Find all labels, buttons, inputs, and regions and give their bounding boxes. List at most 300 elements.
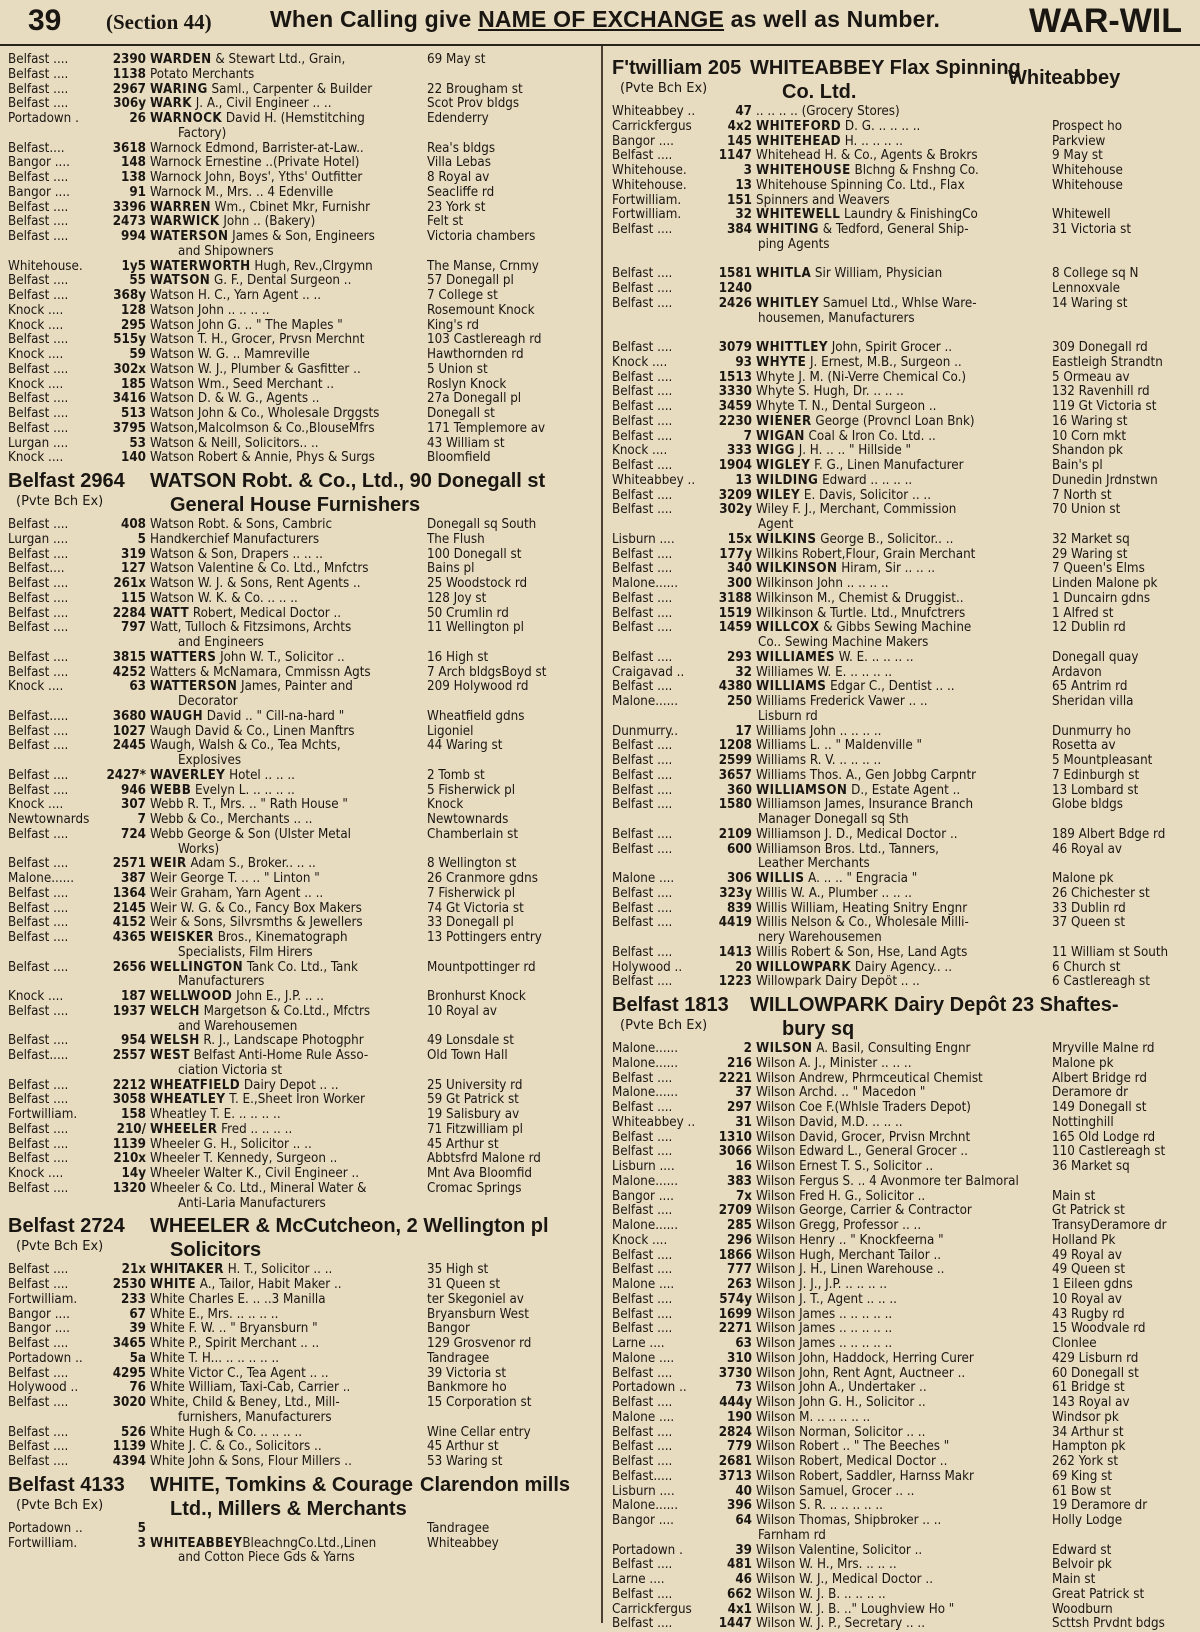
subscriber-details: Wilson George, Carrier & Contractor <box>756 1204 972 1219</box>
address: Gt Patrick st <box>1052 1204 1125 1219</box>
exchange-name: Lisburn .... <box>612 532 675 547</box>
listing-row <box>8 961 596 976</box>
exchange-name: Belfast .... <box>8 289 69 303</box>
phone-number: 4295 <box>112 1366 146 1381</box>
address: 16 Waring st <box>1052 414 1128 429</box>
subscriber-name <box>754 341 1052 356</box>
exchange-name: Belfast .... <box>8 901 69 916</box>
listing-row <box>612 385 1192 400</box>
exchange-name: Belfast .... <box>8 1425 69 1440</box>
subscriber-details: Williamson James, Insurance Branch <box>756 798 974 813</box>
exchange-name: Belfast .... <box>612 591 673 606</box>
phone-number: 3330 <box>718 385 752 400</box>
phone-number: 31 <box>735 1115 752 1130</box>
listing-row <box>8 171 596 186</box>
address: 37 Queen st <box>1052 916 1126 931</box>
boxed-name: WHITEABBEY Flax Spinning <box>750 57 1021 79</box>
subscriber-name <box>754 902 1052 917</box>
address: Knock <box>427 798 464 813</box>
phone-number: 5a <box>129 1351 146 1366</box>
subscriber-details: Wilson W. H., Mrs. .. .. .. <box>756 1558 897 1573</box>
subscriber-name <box>148 97 427 112</box>
address: Donegall quay <box>1052 650 1139 665</box>
subscriber-details: Weir W. G. & Co., Fancy Box Makers <box>150 901 362 916</box>
subscriber-details: Wilson Robert, Medical Doctor .. <box>756 1455 948 1469</box>
subscriber-name <box>148 215 427 230</box>
address: 13 Pottingers entry <box>427 931 542 945</box>
phone-number: 4419 <box>718 916 752 931</box>
entry-continuation: Manager Donegall sq Sth <box>758 812 909 827</box>
address: Felt st <box>427 215 464 230</box>
exchange-name: Belfast .... <box>612 1455 673 1469</box>
phone-number: 4152 <box>112 916 146 931</box>
address: Villa Lebas <box>427 156 491 171</box>
exchange-name: Malone...... <box>612 1499 679 1514</box>
address: 5 Mountpleasant <box>1052 754 1153 768</box>
subscriber-name <box>754 577 1052 592</box>
phone-number: 2473 <box>112 215 146 230</box>
address: 1 Duncairn gdns <box>1052 591 1151 606</box>
listing-row <box>8 887 596 902</box>
listing-row <box>8 201 596 216</box>
phone-number: 1223 <box>718 975 752 990</box>
address: 165 Old Lodge rd <box>1052 1130 1156 1145</box>
subscriber-name <box>754 1204 1052 1219</box>
listing-row <box>612 1086 1192 1101</box>
exchange-name: Belfast .... <box>612 1440 673 1455</box>
subscriber-name <box>148 201 427 216</box>
address: 33 Dublin rd <box>1052 901 1126 916</box>
listing-row <box>8 1138 596 1153</box>
exchange-name: Belfast .... <box>612 562 673 577</box>
exchange-name: Belfast.... <box>8 562 65 577</box>
exchange-name: Belfast.... <box>8 141 65 156</box>
phone-number: 4252 <box>112 665 146 680</box>
subscriber-details: David .. " Cill-na-hard " <box>203 709 345 724</box>
subscriber-surname: WILLIAMSON <box>756 783 848 798</box>
exchange-name: Belfast .... <box>612 296 673 311</box>
address: Dunmurry ho <box>1052 724 1131 739</box>
subscriber-name <box>754 120 1052 135</box>
subscriber-surname: WARNOCK <box>150 112 223 126</box>
subscriber-details: Wheeler G. H., Solicitor .. .. <box>150 1137 312 1152</box>
phone-number: 3730 <box>718 1366 752 1381</box>
subscriber-name <box>754 651 1052 666</box>
subscriber-name <box>148 651 427 666</box>
subscriber-name <box>148 1278 427 1293</box>
phone-number: 14y <box>121 1167 146 1181</box>
listing-row <box>8 186 596 201</box>
listing-row <box>8 112 596 127</box>
exchange-name: Knock .... <box>8 303 64 318</box>
boxed-exchange: Belfast 1813 <box>612 994 729 1016</box>
right-column <box>612 53 1192 1632</box>
address: 71 Fitzwilliam pl <box>427 1122 524 1137</box>
address: Eastleigh Strandtn <box>1052 355 1163 370</box>
subscriber-name <box>148 1322 427 1337</box>
phone-number: 2824 <box>718 1425 752 1440</box>
phone-number: 59 <box>129 348 146 362</box>
subscriber-name <box>754 784 1052 799</box>
subscriber-details: Williams John .. .. .. .. <box>756 724 882 739</box>
subscriber-details: Samuel Ltd., Whlse Ware- <box>819 296 977 311</box>
listing-row <box>8 1426 596 1441</box>
subscriber-surname: WELLINGTON <box>150 960 244 975</box>
subscriber-name <box>754 975 1052 990</box>
phone-number: 20 <box>735 960 752 975</box>
subscriber-name <box>754 946 1052 961</box>
listing-row <box>612 1367 1192 1382</box>
address: 49 Royal av <box>1052 1248 1122 1263</box>
listing-row <box>8 230 596 245</box>
phone-number: 333 <box>727 444 752 459</box>
subscriber-details: Coal & Iron Co. Ltd. .. <box>804 429 936 444</box>
exchange-name: Belfast .... <box>8 768 69 783</box>
phone-number: 2445 <box>112 739 146 754</box>
subscriber-name <box>754 1499 1052 1514</box>
listing-row <box>8 680 596 695</box>
listing-row <box>612 592 1192 607</box>
address: 45 Arthur st <box>427 1440 499 1455</box>
listing-row <box>612 1131 1192 1146</box>
page-number: 39 <box>28 4 62 37</box>
exchange-name: Belfast .... <box>612 1425 673 1440</box>
subscriber-name <box>754 1588 1052 1603</box>
listing-row <box>8 215 596 230</box>
listing-row <box>8 1293 596 1308</box>
address: 1 Eileen gdns <box>1052 1278 1133 1292</box>
subscriber-details: Wilson John A., Undertaker .. <box>756 1381 927 1396</box>
subscriber-surname: WILLIS <box>756 872 805 886</box>
address: Parkview <box>1052 134 1106 149</box>
subscriber-details: Wilson W. J. B. .. .. .. .. <box>756 1587 886 1602</box>
address: 1 Alfred st <box>1052 606 1114 621</box>
phone-number: 513 <box>121 407 146 421</box>
subscriber-details: Handkerchief Manufacturers <box>150 532 320 547</box>
exchange-name: Belfast .... <box>8 1152 69 1167</box>
phone-number: 3815 <box>112 650 146 665</box>
phone-number: 1139 <box>112 1137 146 1152</box>
phone-number: 216 <box>727 1056 752 1071</box>
phone-number: 145 <box>727 134 752 149</box>
subscriber-surname: WELSH <box>150 1034 200 1049</box>
address: 49 Queen st <box>1052 1263 1126 1278</box>
address: Holly Lodge <box>1052 1514 1123 1528</box>
exchange-name: Belfast .... <box>612 916 673 931</box>
subscriber-details: James, Painter and <box>237 680 353 695</box>
subscriber-name <box>754 1617 1052 1632</box>
listing-row <box>612 1381 1192 1396</box>
exchange-name: Belfast .... <box>8 1278 69 1292</box>
exchange-name: Belfast .... <box>8 783 69 798</box>
phone-number: 127 <box>121 562 146 577</box>
column-divider <box>601 46 603 1623</box>
exchange-name: Belfast .... <box>612 783 673 798</box>
listing-row <box>8 725 596 740</box>
subscriber-details: Webb George & Son (Ulster Metal <box>150 827 351 842</box>
subscriber-details: Wilson Coe F.(Whlsle Traders Depot) <box>756 1101 971 1115</box>
listing-row <box>8 902 596 917</box>
listing-row <box>612 1072 1192 1087</box>
exchange-name: Belfast .... <box>612 223 673 237</box>
listing-row <box>8 1455 596 1470</box>
address: Hampton pk <box>1052 1440 1126 1455</box>
address: 31 Queen st <box>427 1278 501 1292</box>
subscriber-details: White, Child & Beney, Ltd., Mill- <box>150 1396 340 1410</box>
subscriber-name <box>754 1116 1052 1131</box>
subscriber-details: Wilson Valentine, Solicitor .. <box>756 1543 923 1558</box>
subscriber-name <box>754 1367 1052 1382</box>
exchange-name: Lurgan .... <box>8 436 69 451</box>
phone-number: 1447 <box>718 1617 752 1632</box>
subscriber-name <box>754 223 1052 238</box>
listing-row <box>8 1537 596 1552</box>
subscriber-details: Wilson W. J. B. .." Loughview Ho " <box>756 1602 955 1617</box>
subscriber-details: Wilson Fred H. G., Solicitor .. <box>756 1189 926 1204</box>
phone-number: 140 <box>121 451 146 466</box>
boxed-name: WHEELER & McCutcheon, 2 Wellington pl <box>150 1215 549 1238</box>
listing-row <box>8 142 596 157</box>
boxed-description: Co. Ltd. <box>782 81 857 103</box>
address: 8 Wellington st <box>427 857 517 872</box>
address: 49 Lonsdale st <box>427 1034 514 1049</box>
address: 7 North st <box>1052 488 1112 503</box>
listing-row <box>612 1470 1192 1485</box>
entry-continuation: Co.. Sewing Machine Makers <box>758 635 929 650</box>
exchange-name: Malone...... <box>612 1086 679 1101</box>
exchange-name: Belfast .... <box>8 650 69 665</box>
section-label: (Section 44) <box>106 10 212 34</box>
subscriber-name <box>148 186 427 201</box>
phone-number: 3396 <box>112 200 146 215</box>
boxed-entry <box>612 994 1192 1038</box>
subscriber-name <box>754 1190 1052 1205</box>
exchange-name: Lurgan .... <box>8 532 69 547</box>
subscriber-details: Wilkinson M., Chemist & Druggist.. <box>756 591 964 606</box>
exchange-name: Belfast .... <box>8 547 69 562</box>
exchange-name: Belfast .... <box>612 385 673 400</box>
exchange-name: Belfast .... <box>612 429 673 444</box>
subscriber-surname: WHITLA <box>756 267 812 282</box>
listing-row <box>612 1499 1192 1514</box>
phone-number: 37 <box>735 1086 752 1101</box>
exchange-name: Belfast .... <box>8 827 69 842</box>
exchange-name: Holywood .. <box>612 960 683 975</box>
exchange-name: Belfast .... <box>8 274 69 289</box>
address: 59 Gt Patrick st <box>427 1093 519 1108</box>
subscriber-name <box>754 1175 1052 1190</box>
listing-row <box>8 1308 596 1323</box>
subscriber-details: Wilson John, Rent Agnt, Auctneer .. <box>756 1366 966 1381</box>
address: 132 Ravenhill rd <box>1052 385 1150 400</box>
phone-number: 444y <box>719 1396 752 1410</box>
phone-number: 285 <box>727 1219 752 1233</box>
listing-row <box>8 1522 596 1537</box>
listing-row <box>8 533 596 548</box>
address: 57 Donegall pl <box>427 274 514 289</box>
exchange-name: Fortwilliam. <box>612 208 682 223</box>
address: 12 Dublin rd <box>1052 621 1126 636</box>
entry-continuation: Works) <box>178 841 220 857</box>
subscriber-name <box>754 356 1052 371</box>
subscriber-name <box>148 68 427 83</box>
exchange-name: Belfast .... <box>8 960 69 975</box>
subscriber-name <box>754 843 1052 858</box>
subscriber-name <box>754 1440 1052 1455</box>
subscriber-name <box>148 1352 427 1367</box>
listing-row <box>8 289 596 304</box>
exchange-name: Belfast .... <box>8 916 69 931</box>
subscriber-details: Williames W. E. .. .. .. .. <box>756 665 893 680</box>
subscriber-surname: WIENER <box>756 414 812 429</box>
subscriber-name <box>148 1167 427 1182</box>
listing-row <box>612 371 1192 386</box>
subscriber-name <box>754 680 1052 695</box>
phone-number: 2145 <box>112 901 146 916</box>
address <box>427 68 596 83</box>
address: 69 King st <box>1052 1469 1113 1484</box>
listing-row <box>612 1278 1192 1293</box>
listing-row <box>8 872 596 887</box>
subscriber-details: White P., Spirit Merchant .. .. <box>150 1337 320 1351</box>
listing-row <box>8 1005 596 1020</box>
subscriber-name <box>148 1308 427 1323</box>
listing-row <box>612 739 1192 754</box>
subscriber-name <box>148 577 427 592</box>
phone-number: 190 <box>727 1410 752 1425</box>
boxed-entry <box>8 1215 596 1262</box>
exchange-name: Belfast .... <box>612 282 673 296</box>
address: Tandragee <box>427 1351 490 1366</box>
subscriber-details: Watson John & Co., Wholesale Drggsts <box>150 407 380 421</box>
address: Hawthornden rd <box>427 348 524 362</box>
subscriber-name <box>148 1337 427 1352</box>
entry-continuation: nery Warehousemen <box>758 930 882 945</box>
subscriber-name <box>148 1293 427 1308</box>
phone-number: 76 <box>129 1381 146 1396</box>
exchange-name: Belfast .... <box>8 1440 69 1455</box>
subscriber-details: John .. (Bakery) <box>219 215 316 230</box>
exchange-name: Knock .... <box>8 451 64 466</box>
phone-number: 138 <box>121 171 146 185</box>
phone-number: 7 <box>743 429 752 444</box>
address: 143 Royal av <box>1052 1396 1130 1410</box>
phone-number: 662 <box>727 1587 752 1602</box>
listing-row <box>612 1160 1192 1175</box>
subscriber-surname: WILLOWPARK <box>756 960 852 975</box>
listing-row <box>8 621 596 636</box>
subscriber-surname: WAVERLEY <box>150 768 226 783</box>
listing-row <box>612 872 1192 887</box>
address: Roslyn Knock <box>427 377 507 392</box>
address: 35 High st <box>427 1263 489 1278</box>
subscriber-name <box>754 164 1052 179</box>
phone-number: 1937 <box>112 1004 146 1019</box>
subscriber-name <box>148 1123 427 1138</box>
subscriber-details: Whyte S. Hugh, Dr. .. .. .. <box>756 385 904 400</box>
subscriber-details: Tank Co. Ltd., Tank <box>243 960 358 975</box>
listing-row <box>612 149 1192 164</box>
phone-number: 797 <box>121 621 146 636</box>
entry-continuation: ping Agents <box>758 236 830 252</box>
subscriber-surname: WHITEHEAD <box>756 134 841 149</box>
phone-number: 93 <box>735 355 752 370</box>
subscriber-details: Webb R. T., Mrs. .. " Rath House " <box>150 798 348 813</box>
exchange-name: Larne .... <box>612 1337 665 1351</box>
exchange-name: Fortwilliam. <box>8 1108 78 1122</box>
address: Dunedin Jrdnstwn <box>1052 473 1158 488</box>
listing-row <box>8 828 596 843</box>
boxed-description: Solicitors <box>170 1239 262 1262</box>
exchange-name: Knock .... <box>612 444 668 459</box>
subscriber-surname: WELLWOOD <box>150 990 233 1004</box>
subscriber-name <box>148 828 427 843</box>
phone-number: 151 <box>727 193 752 208</box>
boxed-exchange: Belfast 4133 <box>8 1473 125 1496</box>
exchange-name: Malone...... <box>612 577 679 591</box>
phone-number: 1580 <box>718 798 752 813</box>
subscriber-details: D. G. .. .. .. .. <box>841 119 921 134</box>
subscriber-surname: WHITEFORD <box>756 119 842 134</box>
subscriber-name <box>148 990 427 1005</box>
subscriber-details: Wheeler & Co. Ltd., Mineral Water & <box>150 1181 367 1196</box>
exchange-name: Bangor .... <box>8 1322 70 1337</box>
address: 16 High st <box>427 650 489 665</box>
listing-row <box>612 533 1192 548</box>
subscriber-name <box>754 194 1052 209</box>
entry-continuation: Decorator <box>178 694 238 709</box>
phone-number: 2 <box>743 1042 752 1056</box>
listing-row <box>612 459 1192 474</box>
listing-row <box>612 1219 1192 1234</box>
address: Newtownards <box>427 813 509 827</box>
phone-number: 185 <box>121 377 146 392</box>
subscriber-name <box>148 1381 427 1396</box>
exchange-name: Belfast .... <box>8 857 69 872</box>
subscriber-details: White J. C. & Co., Solicitors .. <box>150 1440 322 1455</box>
boxed-description: Ltd., Millers & Merchants <box>170 1497 407 1520</box>
address: 9 May st <box>1052 149 1103 164</box>
subscriber-details: Wilson Edward L., General Grocer .. <box>756 1145 968 1160</box>
subscriber-name <box>148 872 427 887</box>
exchange-name: Belfast .... <box>8 1137 69 1152</box>
subscriber-name <box>148 304 427 319</box>
subscriber-details: White Charles E. .. ..3 Manilla <box>150 1292 326 1307</box>
address: Ligoniel <box>427 724 474 739</box>
subscriber-name <box>754 444 1052 459</box>
phone-number: 3 <box>137 1536 146 1551</box>
listing-row <box>8 1182 596 1197</box>
listing-row <box>8 260 596 275</box>
listing-row <box>8 1352 596 1367</box>
subscriber-surname: WATTERS <box>150 650 217 665</box>
address: Scot Prov bldgs <box>427 97 520 112</box>
listing-row <box>612 961 1192 976</box>
phone-number: 73 <box>735 1381 752 1396</box>
listing-row <box>612 843 1192 858</box>
exchange-name: Belfast .... <box>8 1366 69 1381</box>
subscriber-surname: WATT <box>150 606 190 621</box>
listing-row <box>612 1396 1192 1411</box>
phone-number: 396 <box>727 1499 752 1514</box>
listing-row <box>8 319 596 334</box>
subscriber-details: Warnock Ernestine ..(Private Hotel) <box>150 156 360 171</box>
exchange-name: Fortwilliam. <box>8 1292 78 1307</box>
phone-number: 263 <box>727 1278 752 1292</box>
address: 7 College st <box>427 289 498 303</box>
exchange-name: Bangor .... <box>8 156 70 171</box>
phone-number: 1413 <box>718 945 752 960</box>
